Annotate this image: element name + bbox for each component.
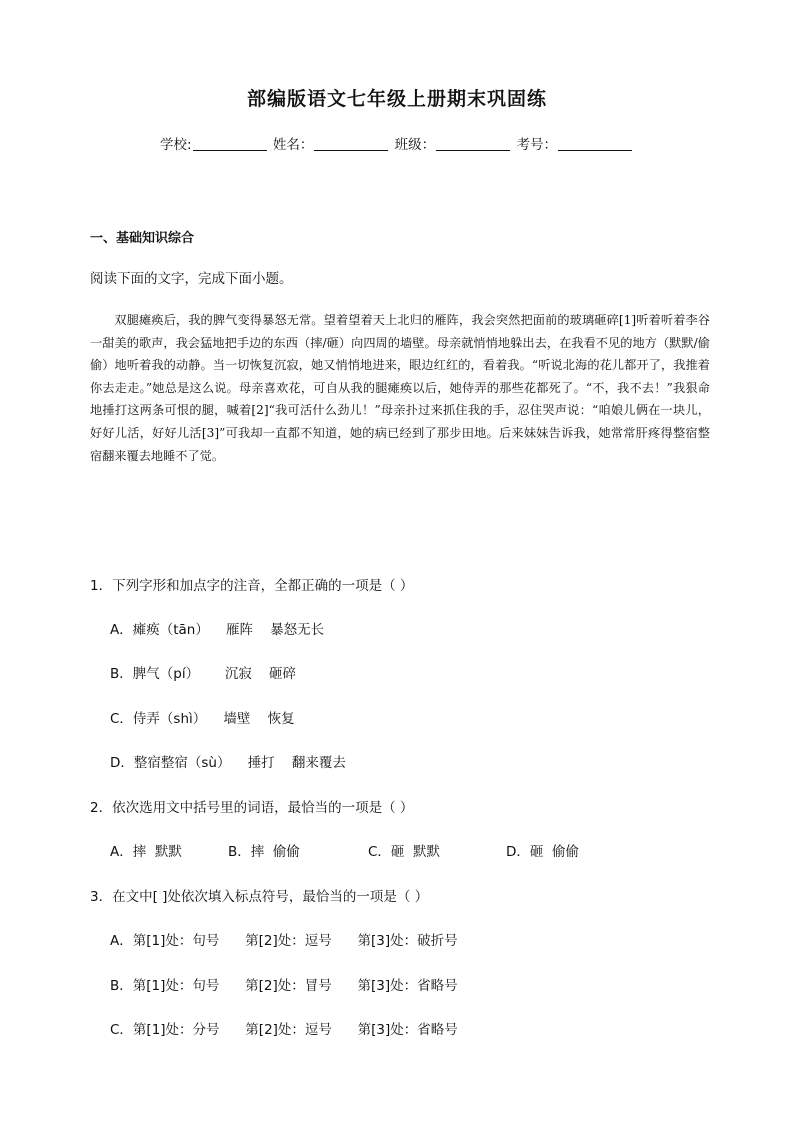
student-info-line (0, 133, 794, 153)
question-3-option-c[interactable]: C．第[1]处：分号 第[2]处：逗号 第[3]处：省略号 (110, 1022, 458, 1038)
question-2-option-c[interactable]: C．砸 默默 (368, 844, 441, 860)
school-blank[interactable] (193, 136, 267, 151)
question-3-stem: 3．在文中[ ]处依次填入标点符号，最恰当的一项是（ ） (90, 889, 429, 905)
question-2-option-a[interactable]: A．摔 默默 (110, 844, 182, 860)
page-title: 部编版语文七年级上册期末巩固练 (246, 88, 547, 110)
question-2-option-b[interactable]: B．摔 偷偷 (228, 844, 300, 860)
question-1-stem: 1．下列字形和加点字的注音，全都正确的一项是（ ） (90, 578, 414, 594)
class-label: 班级： (394, 137, 436, 153)
section-heading: 一、基础知识综合 (90, 231, 195, 246)
question-3-option-b[interactable]: B．第[1]处：句号 第[2]处：冒号 第[3]处：省略号 (110, 978, 458, 994)
question-3-option-a[interactable]: A．第[1]处：句号 第[2]处：逗号 第[3]处：破折号 (110, 933, 458, 949)
question-1-option-b[interactable]: B．脾气（pí） 沉寂 砸碎 (110, 666, 296, 682)
question-1-option-d[interactable]: D．整宿整宿（sù） 捶打 翻来覆去 (110, 755, 346, 771)
question-1-option-a[interactable]: A．瘫痪（tān） 雁阵 暴怒无长 (110, 622, 325, 638)
name-label: 姓名： (272, 137, 314, 153)
reading-instruction: 阅读下面的文字，完成下面小题。 (90, 271, 293, 287)
question-2-stem: 2．依次选用文中括号里的词语，最恰当的一项是（ ） (90, 800, 414, 816)
question-2-option-d[interactable]: D．砸 偷偷 (506, 844, 579, 860)
class-blank[interactable] (436, 136, 510, 151)
question-1-option-c[interactable]: C．侍弄（shì） 墙壁 恢复 (110, 711, 295, 727)
passage-paragraph: 双腿瘫痪后，我的脾气变得暴怒无常。望着望着天上北归的雁阵，我会突然把面前的玻璃砸碎[1]听着听着李谷一甜美的歌声，我会猛地把手边的东西（摔/砸）向四周的墙壁。母亲就悄悄地躲出去，在我看不见的地方（默默/偷偷）地听着我的动静。当一切恢复沉寂，她又悄悄地进来，眼边红红的，看着我。“听说北海的花儿都开了，我推着你去走走。”她总是这么说。母亲喜欢花，可自从我的腿瘫痪以后，她侍弄的那些花都死了。“不，我不去！”我狠命地捶打这两条可恨的腿，喊着[2]“我可活什么劲儿！”母亲扑过来抓住我的手，忍住哭声说：“咱娘儿俩在一块儿，好好儿活，好好儿活[3]”可我却一直都不知道，她的病已经到了那步田地。后来妹妹告诉我，她常常肝疼得整宿整宿翻来覆去地睡不了觉。 (90, 313, 710, 463)
school-label: 学校: (160, 137, 192, 153)
reading-passage (90, 309, 710, 467)
name-blank[interactable] (314, 136, 388, 151)
number-label: 考号： (516, 137, 557, 153)
number-blank[interactable] (558, 136, 632, 151)
